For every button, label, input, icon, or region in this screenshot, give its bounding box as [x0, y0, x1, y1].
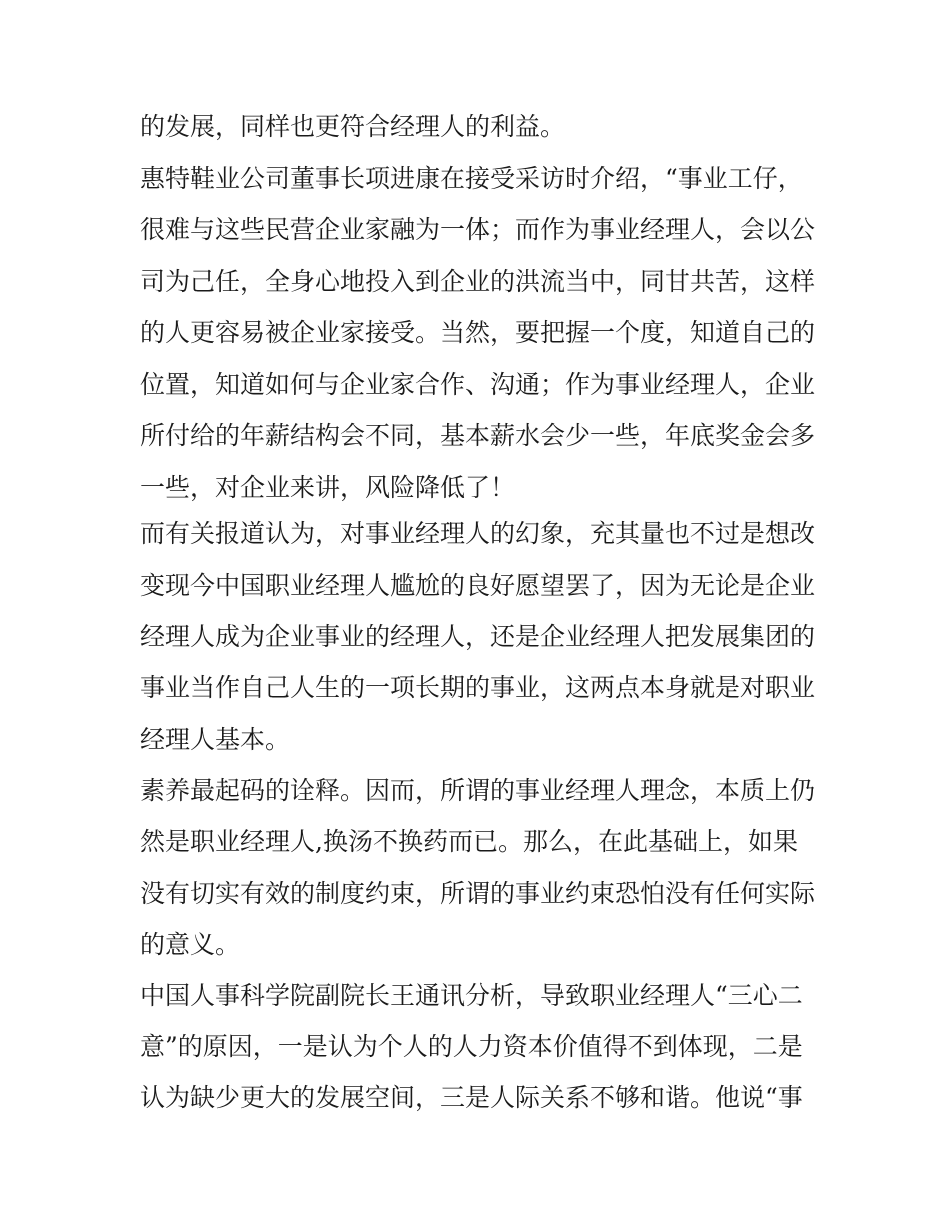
text-line: 经理人成为企业事业的经理人，还是企业经理人把发展集团的	[140, 622, 816, 651]
text-line: 没有切实有效的制度约束，所谓的事业约束恐怕没有任何实际	[140, 879, 816, 908]
text-line: 变现今中国职业经理人尴尬的良好愿望罢了，因为无论是企业	[140, 571, 816, 600]
text-line: 的意义。	[140, 930, 241, 959]
text-line: 事业当作自己人生的一项长期的事业，这两点本身就是对职业	[140, 673, 816, 702]
text-line: 中国人事科学院副院长王通讯分析，导致职业经理人“三心二	[140, 981, 803, 1010]
text-line: 的发展，同样也更符合经理人的利益。	[140, 112, 566, 141]
text-line: 素养最起码的诠释。因而，所谓的事业经理人理念，本质上仍	[140, 776, 816, 805]
text-line: 所付给的年薪结构会不同，基本薪水会少一些，年底奖金会多	[140, 421, 816, 450]
text-line: 位置，知道如何与企业家合作、沟通；作为事业经理人，企业	[140, 370, 816, 399]
text-line: 司为己任，全身心地投入到企业的洪流当中，同甘共苦，这样	[140, 267, 816, 296]
text-line: 的人更容易被企业家接受。当然，要把握一个度，知道自己的	[140, 318, 816, 347]
text-line: 而有关报道认为，对事业经理人的幻象，充其量也不过是想改	[140, 519, 816, 548]
text-line: 认为缺少更大的发展空间，三是人际关系不够和谐。他说“事	[140, 1083, 803, 1112]
text-line: 然是职业经理人,换汤不换药而已。那么，在此基础上，如果	[140, 827, 798, 856]
text-line: 经理人基本。	[140, 725, 291, 754]
text-line: 意”的原因，一是认为个人的人力资本价值得不到体现，二是	[140, 1032, 803, 1061]
text-line: 惠特鞋业公司董事长项进康在接受采访时介绍，“事业工仔，	[140, 164, 803, 193]
text-line: 一些，对企业来讲，风险降低了！	[140, 473, 516, 502]
text-line: 很难与这些民营企业家融为一体；而作为事业经理人，会以公	[140, 215, 816, 244]
